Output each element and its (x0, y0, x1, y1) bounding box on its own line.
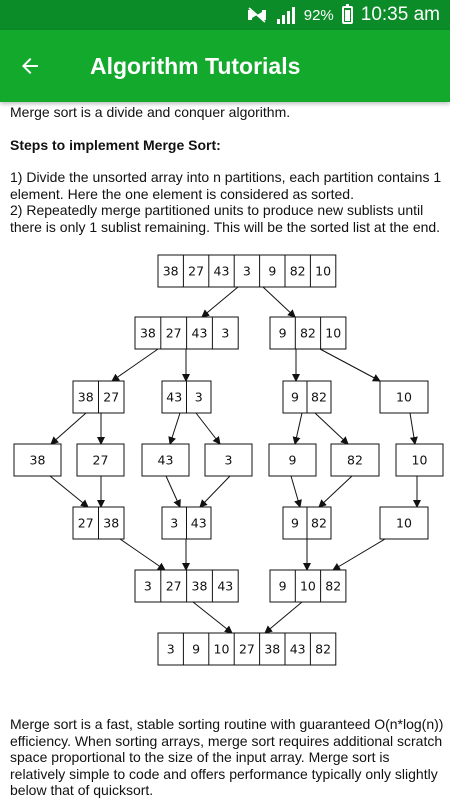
array-cell: 43 (191, 325, 208, 341)
merge1-array-b (162, 507, 211, 539)
diagram-arrow (200, 476, 230, 507)
array-cell: 27 (103, 389, 120, 405)
diagram-arrow (170, 413, 180, 444)
array-cell: 3 (143, 578, 152, 594)
back-button[interactable] (0, 30, 60, 102)
page-title: Algorithm Tutorials (90, 52, 301, 79)
array-cell: 82 (315, 641, 332, 657)
array-cell: 9 (268, 263, 277, 279)
array-cell: 38 (29, 452, 46, 468)
array-cell: 38 (264, 641, 281, 657)
steps-heading: Steps to implement Merge Sort: (10, 136, 221, 153)
array-cell: 9 (291, 389, 299, 405)
array-cell: 43 (217, 578, 234, 594)
diagram-arrow (291, 476, 300, 507)
diagram-arrow (263, 287, 295, 317)
diagram-arrow (193, 602, 232, 633)
single-element-1 (14, 444, 61, 476)
array-cell: 3 (170, 515, 179, 531)
array-cell: 43 (213, 263, 230, 279)
footer-text: Merge sort is a fast, stable sorting routine with guaranteed O(n*log(n)) efficiency. When sorting arrays, merge sort requires additional scratch space proportional to the size of the input array. Merge sort is relatively simple to code and offers performance typically only slightly below that of quicksort. (10, 716, 444, 798)
array-cell: 38 (191, 578, 208, 594)
array-cell: 82 (299, 325, 316, 341)
clock: 10:35 am (360, 4, 440, 25)
array-cell: 43 (190, 515, 207, 531)
array-cell: 9 (288, 452, 297, 468)
array-cell: 82 (347, 452, 363, 468)
diagram-arrow (295, 413, 302, 444)
array-cell: 10 (396, 515, 412, 531)
diagram-arrow (315, 413, 348, 444)
single-element-5 (269, 444, 316, 476)
array-cell: 10 (325, 325, 342, 341)
array-cell: 43 (289, 641, 306, 657)
split1-right-array (270, 317, 346, 349)
array-cell: 27 (165, 578, 182, 594)
array-cell: 10 (411, 452, 428, 468)
array-cell: 38 (139, 325, 156, 341)
array-cell: 9 (278, 578, 287, 594)
diagram-arrow (196, 413, 220, 444)
array-cell: 27 (238, 641, 255, 657)
array-cell: 10 (396, 389, 412, 405)
merge1-array-a (73, 507, 124, 539)
array-cell: 43 (166, 389, 183, 405)
diagram-arrow (50, 476, 88, 507)
array-cell: 3 (224, 452, 233, 468)
array-cell: 82 (311, 389, 327, 405)
diagram-arrow (319, 476, 352, 507)
array-cell: 3 (194, 389, 203, 405)
diagram-arrow (166, 476, 180, 507)
single-element-3 (142, 444, 189, 476)
single-element-4 (205, 444, 252, 476)
step-1-text: 1) Divide the unsorted array into n partitions, each partition contains 1 element. Here the one element is considered as sorted. (10, 169, 442, 202)
array-cell: 9 (192, 641, 201, 657)
merge1-array-c (283, 507, 331, 539)
array-cell: 9 (278, 325, 287, 341)
initial-array (158, 255, 336, 287)
array-cell: 27 (165, 325, 182, 341)
array-cell: 43 (157, 452, 174, 468)
single-element-6 (331, 444, 379, 476)
split1-left-array (135, 317, 238, 349)
array-cell: 3 (242, 263, 251, 279)
mute-icon (246, 7, 268, 23)
sorted-array (158, 633, 336, 665)
diagram-arrow (51, 413, 86, 444)
array-cell: 38 (162, 263, 179, 279)
array-cell: 3 (221, 325, 230, 341)
app-bar (0, 30, 450, 102)
merge-sort-diagram (0, 245, 450, 675)
status-bar (0, 0, 450, 30)
merge2-right-array (270, 570, 346, 602)
array-cell: 3 (166, 641, 175, 657)
array-cell: 27 (77, 515, 94, 531)
step-2-text: 2) Repeatedly merge partitioned units to produce new sublists until there is only 1 sublist remaining. This will be the sorted list at the end. (10, 202, 441, 235)
array-cell: 10 (299, 578, 316, 594)
diagram-arrow (333, 539, 385, 570)
arrow-left-icon (18, 54, 42, 78)
array-cell: 10 (315, 263, 332, 279)
diagram-arrow (120, 539, 165, 570)
diagram-arrow (410, 413, 415, 444)
diagram-arrow (112, 349, 158, 381)
split2-array-c (283, 381, 331, 413)
array-cell: 9 (291, 515, 299, 531)
split2-array-b (162, 381, 211, 413)
array-cell: 27 (188, 263, 205, 279)
battery-percent: 92% (303, 6, 334, 24)
single-element-2 (77, 444, 124, 476)
split2-array-a (73, 381, 124, 413)
tutorial-content (10, 104, 446, 235)
battery-icon (342, 6, 353, 24)
intro-text: Merge sort is a divide and conquer algorithm. (10, 104, 291, 120)
signal-icon (276, 6, 296, 24)
array-cell: 27 (92, 452, 109, 468)
merge2-left-array (135, 570, 238, 602)
split2-array-d (380, 381, 428, 413)
diagram-arrow (265, 602, 302, 633)
diagram-arrow (202, 287, 238, 317)
array-cell: 82 (289, 263, 306, 279)
array-cell: 82 (325, 578, 342, 594)
array-cell: 10 (213, 641, 230, 657)
diagram-arrow (320, 349, 380, 381)
array-cell: 38 (77, 389, 94, 405)
array-cell: 38 (103, 515, 120, 531)
single-element-7 (396, 444, 443, 476)
merge1-array-d (380, 507, 428, 539)
array-cell: 82 (311, 515, 327, 531)
